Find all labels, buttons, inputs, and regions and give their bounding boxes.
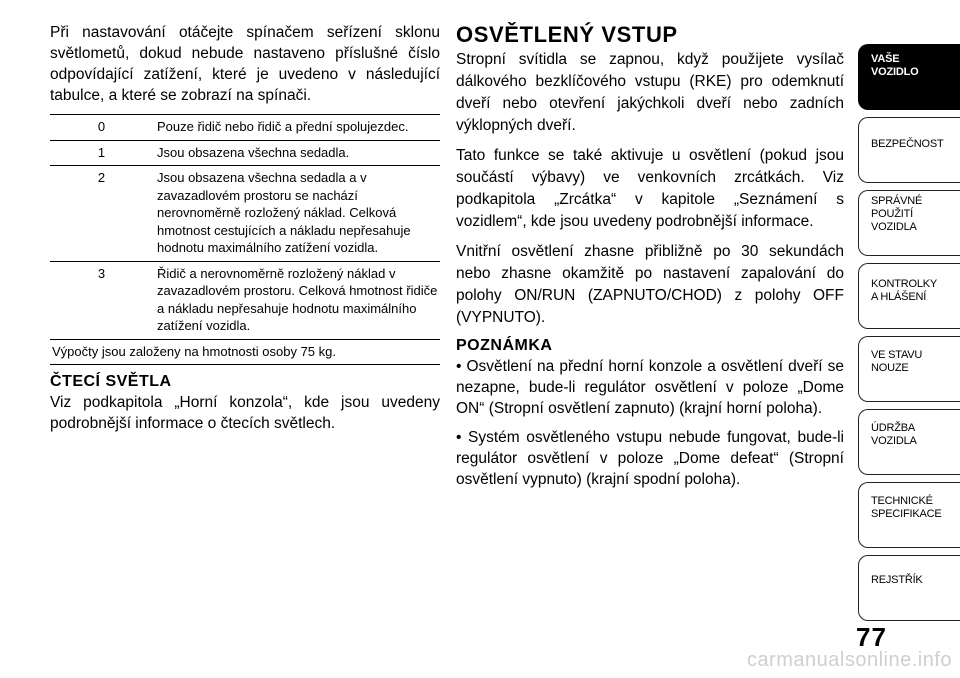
tab-vase-vozidlo[interactable] (858, 44, 960, 110)
watermark: carmanualsonline.info (746, 649, 952, 671)
tab-label-line: KONTROLKY (871, 278, 938, 290)
illuminated-entry-heading: OSVĚTLENÝ VSTUP (456, 22, 678, 47)
tab-bezpecnost[interactable] (858, 117, 960, 183)
illuminated-entry-paragraph-2: Tato funkce se také aktivuje u osvětlení (pokud jsou součástí výbavy) ve venkovních zrcátkách. Viz podkapitola „Zrcátka“ v kapitole „Seznámení s vozidlem“, kde jsou uvedeny podrobnější informace. (456, 147, 844, 230)
tab-label-line: REJSTŘÍK (871, 574, 923, 586)
tab-label-line: VOZIDLO (871, 66, 919, 78)
table-row (50, 140, 440, 166)
tab-kontrolky-a-hlaseni[interactable] (858, 263, 960, 329)
table-row (50, 115, 440, 141)
reading-lights-text: Viz podkapitola „Horní konzola“, kde jsou uvedeny podrobnější informace o čtecích světlech. (50, 394, 440, 432)
tab-label-line: A HLÁŠENÍ (871, 291, 927, 303)
table-row-number: 1 (97, 144, 106, 160)
intro-paragraph: Při nastavování otáčejte spínačem seřízení sklonu světlometů, dokud nebude nastaveno příslušné číslo odpovídající zatížení, které je uvedeno v následující tabulce, a které se zobrazí na spínači. (50, 24, 440, 104)
illuminated-entry-paragraph-3: Vnitřní osvětlení zhasne přibližně po 30 sekundách nebo zhasne okamžitě po nastavení zapalování do polohy ON/RUN (ZAPNUTO/CHOD) z polohy OFF (VYPNUTO). (456, 243, 844, 326)
right-column (456, 22, 844, 498)
note-heading: POZNÁMKA (456, 337, 553, 354)
table-row-text: Pouze řidič nebo řidič a přední spolujezdec. (157, 119, 409, 134)
tab-label-line: VOZIDLA (871, 221, 917, 233)
illuminated-entry-paragraph-1: Stropní svítidla se zapnou, když použijete vysílač dálkového bezklíčového vstupu (RKE) pro odemknutí dveří nebo otevření jakýchkoli dveří nebo zadních výklopných dveří. (456, 51, 844, 134)
table-row-number: 2 (97, 170, 106, 185)
tab-technicke-specifikace[interactable] (858, 482, 960, 548)
tab-label-line: NOUZE (871, 362, 909, 374)
tab-udrzba-vozidla[interactable] (858, 409, 960, 475)
page-number: 77 (856, 622, 887, 652)
tab-label-line: SPRÁVNÉ (871, 195, 923, 207)
table-note: Výpočty jsou založeny na hmotnosti osoby 75 kg. (52, 343, 336, 359)
note-bullet-2: • Systém osvětleného vstupu nebude fungovat, bude-li regulátor osvětlení v poloze „Dome defeat“ (Stropní osvětlení vypnuto) (krajní spodní poloha). (456, 429, 844, 488)
tab-label-line: POUŽITÍ (871, 208, 913, 220)
table-row (50, 166, 440, 262)
table-row-text: Jsou obsazena všechna sedadla. (157, 144, 350, 160)
tab-spravne-pouziti-vozidla[interactable] (858, 190, 960, 256)
table-row-number: 3 (97, 265, 106, 281)
table-row-number: 0 (97, 119, 106, 134)
load-table (50, 114, 440, 365)
table-row (50, 261, 440, 339)
tab-label-line: SPECIFIKACE (871, 508, 942, 520)
tab-label-line: BEZPEČNOST (871, 138, 944, 150)
tab-rejstrik[interactable] (858, 555, 960, 621)
table-note-row (50, 339, 440, 365)
tab-label-line: TECHNICKÉ (871, 495, 933, 507)
left-column (50, 22, 440, 434)
note-bullet-1: • Osvětlení na přední horní konzole a osvětlení dveří se nezapne, bude-li regulátor osvětlení v poloze „Dome ON“ (Stropní osvětlení zapnuto) (krajní horní poloha). (456, 358, 844, 417)
tab-label-line: VOZIDLA (871, 435, 917, 447)
tab-label-line: ÚDRŽBA (871, 422, 916, 434)
table-row-text: Jsou obsazena všechna sedadla a v zavazadlovém prostoru se nachází nerovnoměrně rozložený náklad. Celková hmotnost cestujících a nákladu nepřesahuje hodnotu maximálního zatížení vozidla. (157, 170, 411, 255)
tab-label-line: VAŠE (871, 53, 900, 65)
tab-ve-stavu-nouze[interactable] (858, 336, 960, 402)
table-row-text: Řidič a nerovnoměrně rozložený náklad v zavazadlovém prostoru. Celková hmotnost řidiče a nákladu nepřesahuje hodnotu maximálního zatížení vozidla. (157, 265, 438, 333)
tab-label-line: VE STAVU (871, 349, 923, 361)
reading-lights-heading: ČTECÍ SVĚTLA (50, 373, 172, 390)
